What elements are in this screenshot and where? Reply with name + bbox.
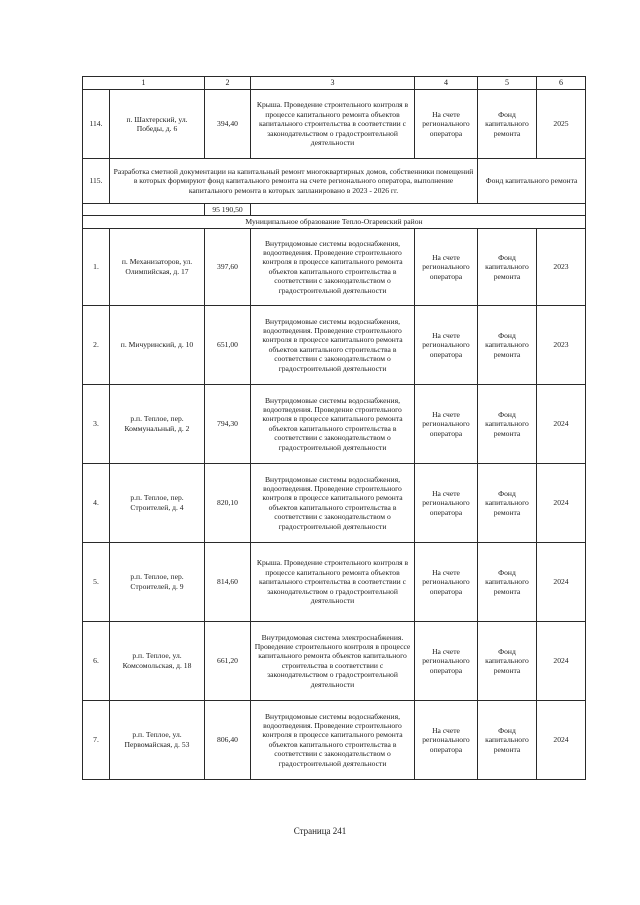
row-address: р.п. Теплое, ул. Первомайская, д. 53 — [110, 700, 205, 779]
table-row — [83, 542, 586, 621]
row-number: 4. — [83, 463, 110, 542]
row-year: 2023 — [537, 305, 586, 384]
row-115-description: Разработка сметной документации на капитальный ремонт многоквартирных домов, собственники помещений в которых формируют фонд капитального ремонта на счете регионального оператора, выполнение капитального ремонта в которых запланировано в 2023 - 2026 гг. — [110, 159, 478, 204]
row-fund: Фонд капитального ремонта — [478, 542, 537, 621]
row-work-description: Крыша. Проведение строительного контроля в процессе капитального ремонта объектов капитального строительства в соответствии с законодательством о градостроительной деятельности — [251, 542, 415, 621]
row-year: 2024 — [537, 621, 586, 700]
municipality-row — [83, 216, 586, 228]
header-cell-5: 5 — [478, 77, 537, 90]
row-account: На счете регионального оператора — [415, 463, 478, 542]
row-fund: Фонд капитального ремонта — [478, 228, 537, 305]
row-area: 814,60 — [205, 542, 251, 621]
row-number: 114. — [83, 90, 110, 159]
column-number-header — [83, 77, 586, 90]
row-fund: Фонд капитального ремонта — [478, 384, 537, 463]
row-area: 651,00 — [205, 305, 251, 384]
row-year: 2025 — [537, 90, 586, 159]
row-account: На счете регионального оператора — [415, 700, 478, 779]
row-year: 2024 — [537, 384, 586, 463]
header-cell-2: 2 — [205, 77, 251, 90]
table-row — [83, 463, 586, 542]
row-work-description: Внутридомовые системы водоснабжения, водоотведения. Проведение строительного контроля в процессе капитального ремонта объектов капитального строительства в соответствии с законодательством о градостроительной деятельности — [251, 384, 415, 463]
row-area: 820,10 — [205, 463, 251, 542]
row-area: 397,60 — [205, 228, 251, 305]
row-account: На счете регионального оператора — [415, 228, 478, 305]
row-work-description: Крыша. Проведение строительного контроля в процессе капитального ремонта объектов капитального строительства в соответствии с законодательством о градостроительной деятельности — [251, 90, 415, 159]
row-year: 2023 — [537, 228, 586, 305]
row-account: На счете регионального оператора — [415, 621, 478, 700]
row-number: 5. — [83, 542, 110, 621]
row-address: п. Механизаторов, ул. Олимпийская, д. 17 — [110, 228, 205, 305]
table-row-114 — [83, 90, 586, 159]
row-number: 2. — [83, 305, 110, 384]
capital-repair-table — [82, 76, 586, 780]
row-number: 7. — [83, 700, 110, 779]
page-number-footer: Страница 241 — [293, 826, 347, 836]
row-address: р.п. Теплое, пер. Строителей, д. 4 — [110, 463, 205, 542]
row-work-description: Внутридомовые системы водоснабжения, водоотведения. Проведение строительного контроля в процессе капитального ремонта объектов капитального строительства в соответствии с законодательством о градостроительной деятельности — [251, 700, 415, 779]
row-number: 1. — [83, 228, 110, 305]
row-fund: Фонд капитального ремонта — [478, 90, 537, 159]
row-work-description: Внутридомовая система электроснабжения. Проведение строительного контроля в процессе капитального ремонта объектов капитального строительства в соответствии с законодательством о градостроительной деятельности — [251, 621, 415, 700]
row-fund: Фонд капитального ремонта — [478, 700, 537, 779]
row-fund: Фонд капитального ремонта — [478, 305, 537, 384]
table-row — [83, 621, 586, 700]
table-row — [83, 228, 586, 305]
row-fund: Фонд капитального ремонта — [478, 463, 537, 542]
row-address: р.п. Теплое, пер. Коммунальный, д. 2 — [110, 384, 205, 463]
header-cell-3: 3 — [251, 77, 415, 90]
table-row — [83, 700, 586, 779]
header-cell-6: 6 — [537, 77, 586, 90]
row-area: 394,40 — [205, 90, 251, 159]
row-year: 2024 — [537, 542, 586, 621]
row-area: 661,20 — [205, 621, 251, 700]
total-area-value: 95 190,50 — [205, 204, 251, 216]
row-area: 806,40 — [205, 700, 251, 779]
row-area: 794,30 — [205, 384, 251, 463]
row-address: п. Мичуринский, д. 10 — [110, 305, 205, 384]
row-work-description: Внутридомовые системы водоснабжения, водоотведения. Проведение строительного контроля в процессе капитального ремонта объектов капитального строительства в соответствии с законодательством о градостроительной деятельности — [251, 305, 415, 384]
header-cell-4: 4 — [415, 77, 478, 90]
row-year: 2024 — [537, 463, 586, 542]
table-row — [83, 384, 586, 463]
row-account: На счете регионального оператора — [415, 542, 478, 621]
row-number: 115. — [83, 159, 110, 204]
municipality-heading: Муниципальное образование Тепло-Огаревский район — [83, 216, 586, 228]
row-115-fund: Фонд капитального ремонта — [478, 159, 586, 204]
row-work-description: Внутридомовые системы водоснабжения, водоотведения. Проведение строительного контроля в процессе капитального ремонта объектов капитального строительства в соответствии с законодательством о градостроительной деятельности — [251, 463, 415, 542]
table-row — [83, 305, 586, 384]
row-account: На счете регионального оператора — [415, 305, 478, 384]
table-row-115 — [83, 159, 586, 204]
row-year: 2024 — [537, 700, 586, 779]
row-address: р.п. Теплое, пер. Строителей, д. 9 — [110, 542, 205, 621]
row-number: 6. — [83, 621, 110, 700]
row-number: 3. — [83, 384, 110, 463]
row-account: На счете регионального оператора — [415, 384, 478, 463]
row-account: На счете регионального оператора — [415, 90, 478, 159]
row-fund: Фонд капитального ремонта — [478, 621, 537, 700]
row-address: п. Шахтерский, ул. Победы, д. 6 — [110, 90, 205, 159]
total-rest-cell — [251, 204, 586, 216]
row-work-description: Внутридомовые системы водоснабжения, водоотведения. Проведение строительного контроля в процессе капитального ремонта объектов капитального строительства в соответствии с законодательством о градостроительной деятельности — [251, 228, 415, 305]
total-blank-cell — [83, 204, 205, 216]
total-row — [83, 204, 586, 216]
header-cell-1: 1 — [83, 77, 205, 90]
row-address: р.п. Теплое, ул. Комсомольская, д. 18 — [110, 621, 205, 700]
